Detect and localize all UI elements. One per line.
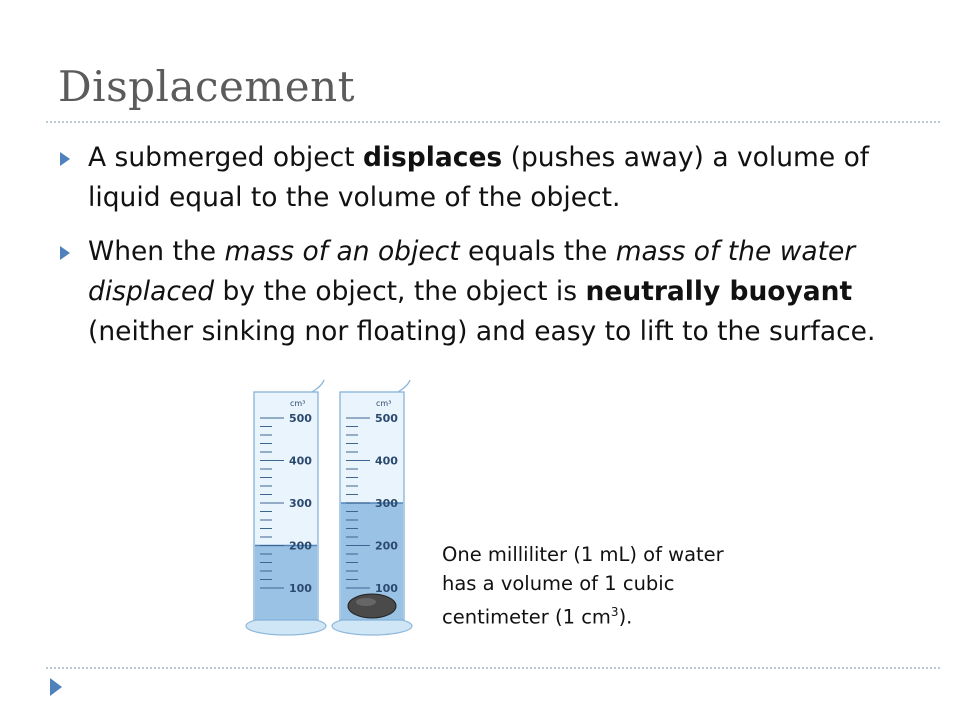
bullet-text: A submerged object displaces (pushes away) a volume of liquid equal to the volume of the object. (88, 142, 870, 213)
right-unit-label: cm³ (376, 399, 392, 408)
rock-object (348, 594, 396, 618)
footer-arrow-icon (50, 678, 62, 696)
left-scale-label: 100 (289, 582, 312, 595)
slide-title: Displacement (58, 62, 356, 111)
left-scale-label: 500 (289, 412, 312, 425)
bullet-item (56, 232, 926, 352)
bullet-arrow-icon (60, 152, 70, 166)
left-scale-label: 200 (289, 539, 312, 553)
footer-divider (46, 667, 940, 669)
figure-caption: One milliliter (1 mL) of water has a volume of 1 cubic centimeter (1 $cm^3$). (442, 543, 724, 629)
left-scale-label: 400 (289, 454, 312, 468)
right-scale-label: 500 (375, 412, 398, 425)
title-divider (46, 121, 940, 123)
bullet-arrow-icon (60, 246, 70, 260)
bullet-text: When the mass of an object equals the mass of the water displaced by the object, the object is neutrally buoyant (neither sinking nor floating) and easy to lift to the surface. (88, 236, 876, 347)
right-scale-label: 300 (375, 497, 398, 510)
graduated-cylinders-figure (232, 370, 432, 650)
bullet-item (56, 138, 926, 218)
right-cylinder-spout (398, 380, 410, 392)
right-scale-label: 100 (375, 582, 398, 595)
left-unit-label: cm³ (290, 399, 306, 408)
right-scale-label: 200 (375, 539, 398, 553)
rock-highlight (356, 598, 376, 606)
right-scale-label: 400 (375, 454, 398, 468)
left-cylinder-spout (312, 380, 324, 392)
cylinders-illustration (232, 370, 432, 650)
bullet-list (56, 138, 926, 366)
left-scale-label: 300 (289, 497, 312, 510)
